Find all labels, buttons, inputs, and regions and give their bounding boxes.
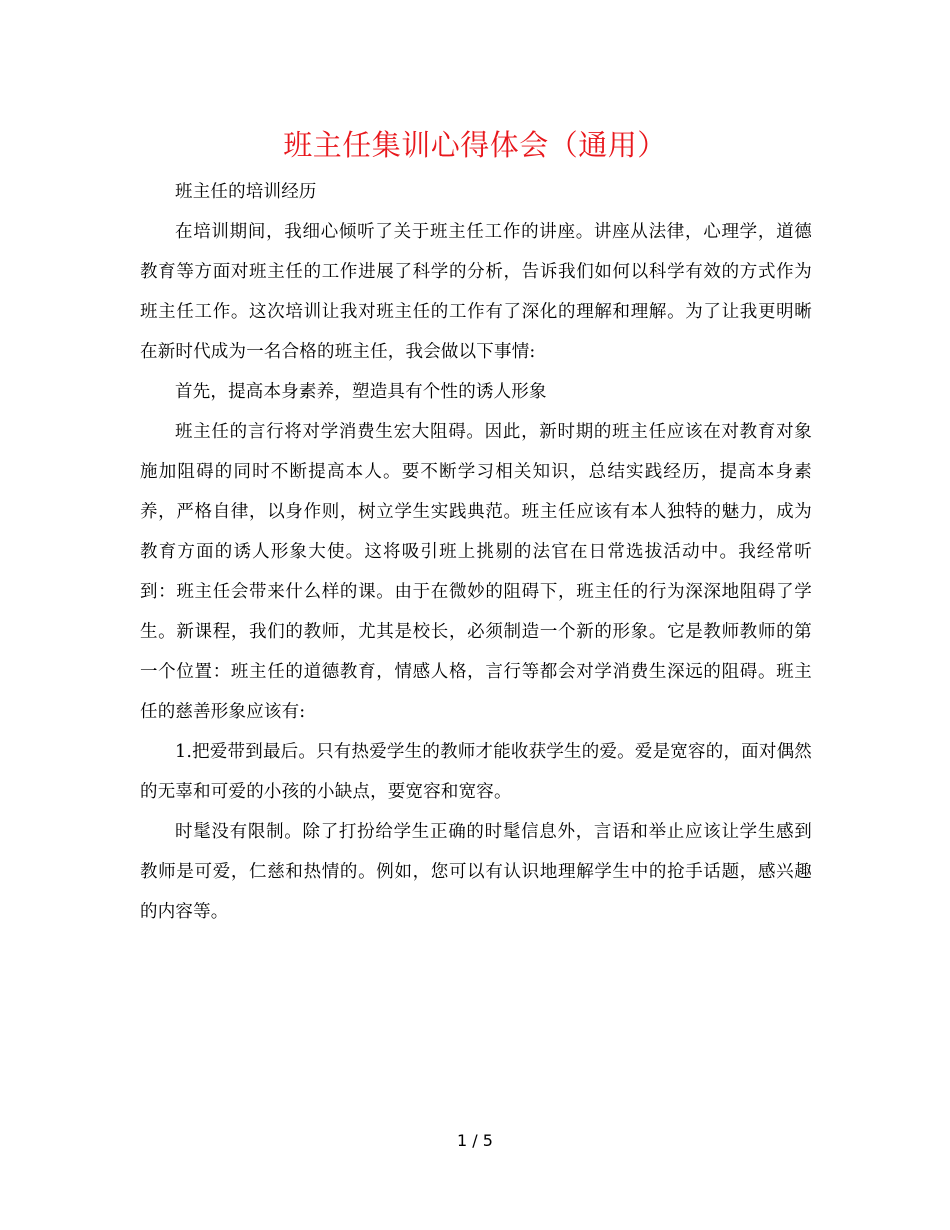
paragraph: 时髦没有限制。除了打扮给学生正确的时髦信息外，言语和举止应该让学生感到教师是可爱，仁慈和热情的。例如，您可以有认识地理解学生中的抢手话题，感兴趣的内容等。 [140, 822, 812, 922]
paragraph: 班主任的言行将对学消费生宏大阻碍。因此，新时期的班主任应该在对教育对象施加阻碍的同时不断提高本人。要不断学习相关知识，总结实践经历，提高本身素养，严格自律，以身作则，树立学生实践典范。班主任应该有本人独特的魅力，成为教育方面的诱人形象大使。这将吸引班上挑剔的法官在日常选拔活动中。我经常听到：班主任会带来什么样的课。由于在微妙的阻碍下，班主任的行为深深地阻碍了学生。新课程，我们的教师，尤其是校长，必须制造一个新的形象。它是教师教师的第一个位置：班主任的道德教育，情感人格，言行等都会对学消费生深远的阻碍。班主任的慈善形象应该有: [140, 422, 812, 722]
paragraph: 1.把爱带到最后。只有热爱学生的教师才能收获学生的爱。爱是宽容的，面对偶然的无辜和可爱的小孩的小缺点，要宽容和宽容。 [140, 742, 812, 802]
paragraph: 班主任的培训经历 [175, 182, 317, 202]
document-body [140, 172, 812, 932]
document-title: 班主任集训心得体会（通用） [283, 128, 667, 162]
page-number: 1 / 5 [457, 1131, 493, 1150]
paragraph: 在培训期间，我细心倾听了关于班主任工作的讲座。讲座从法律，心理学，道德教育等方面对班主任的工作进展了科学的分析，告诉我们如何以科学有效的方式作为班主任工作。这次培训让我对班主任的工作有了深化的理解和理解。为了让我更明晰在新时代成为一名合格的班主任，我会做以下事情: [140, 222, 812, 362]
paragraph: 首先，提高本身素养，塑造具有个性的诱人形象 [175, 382, 547, 402]
